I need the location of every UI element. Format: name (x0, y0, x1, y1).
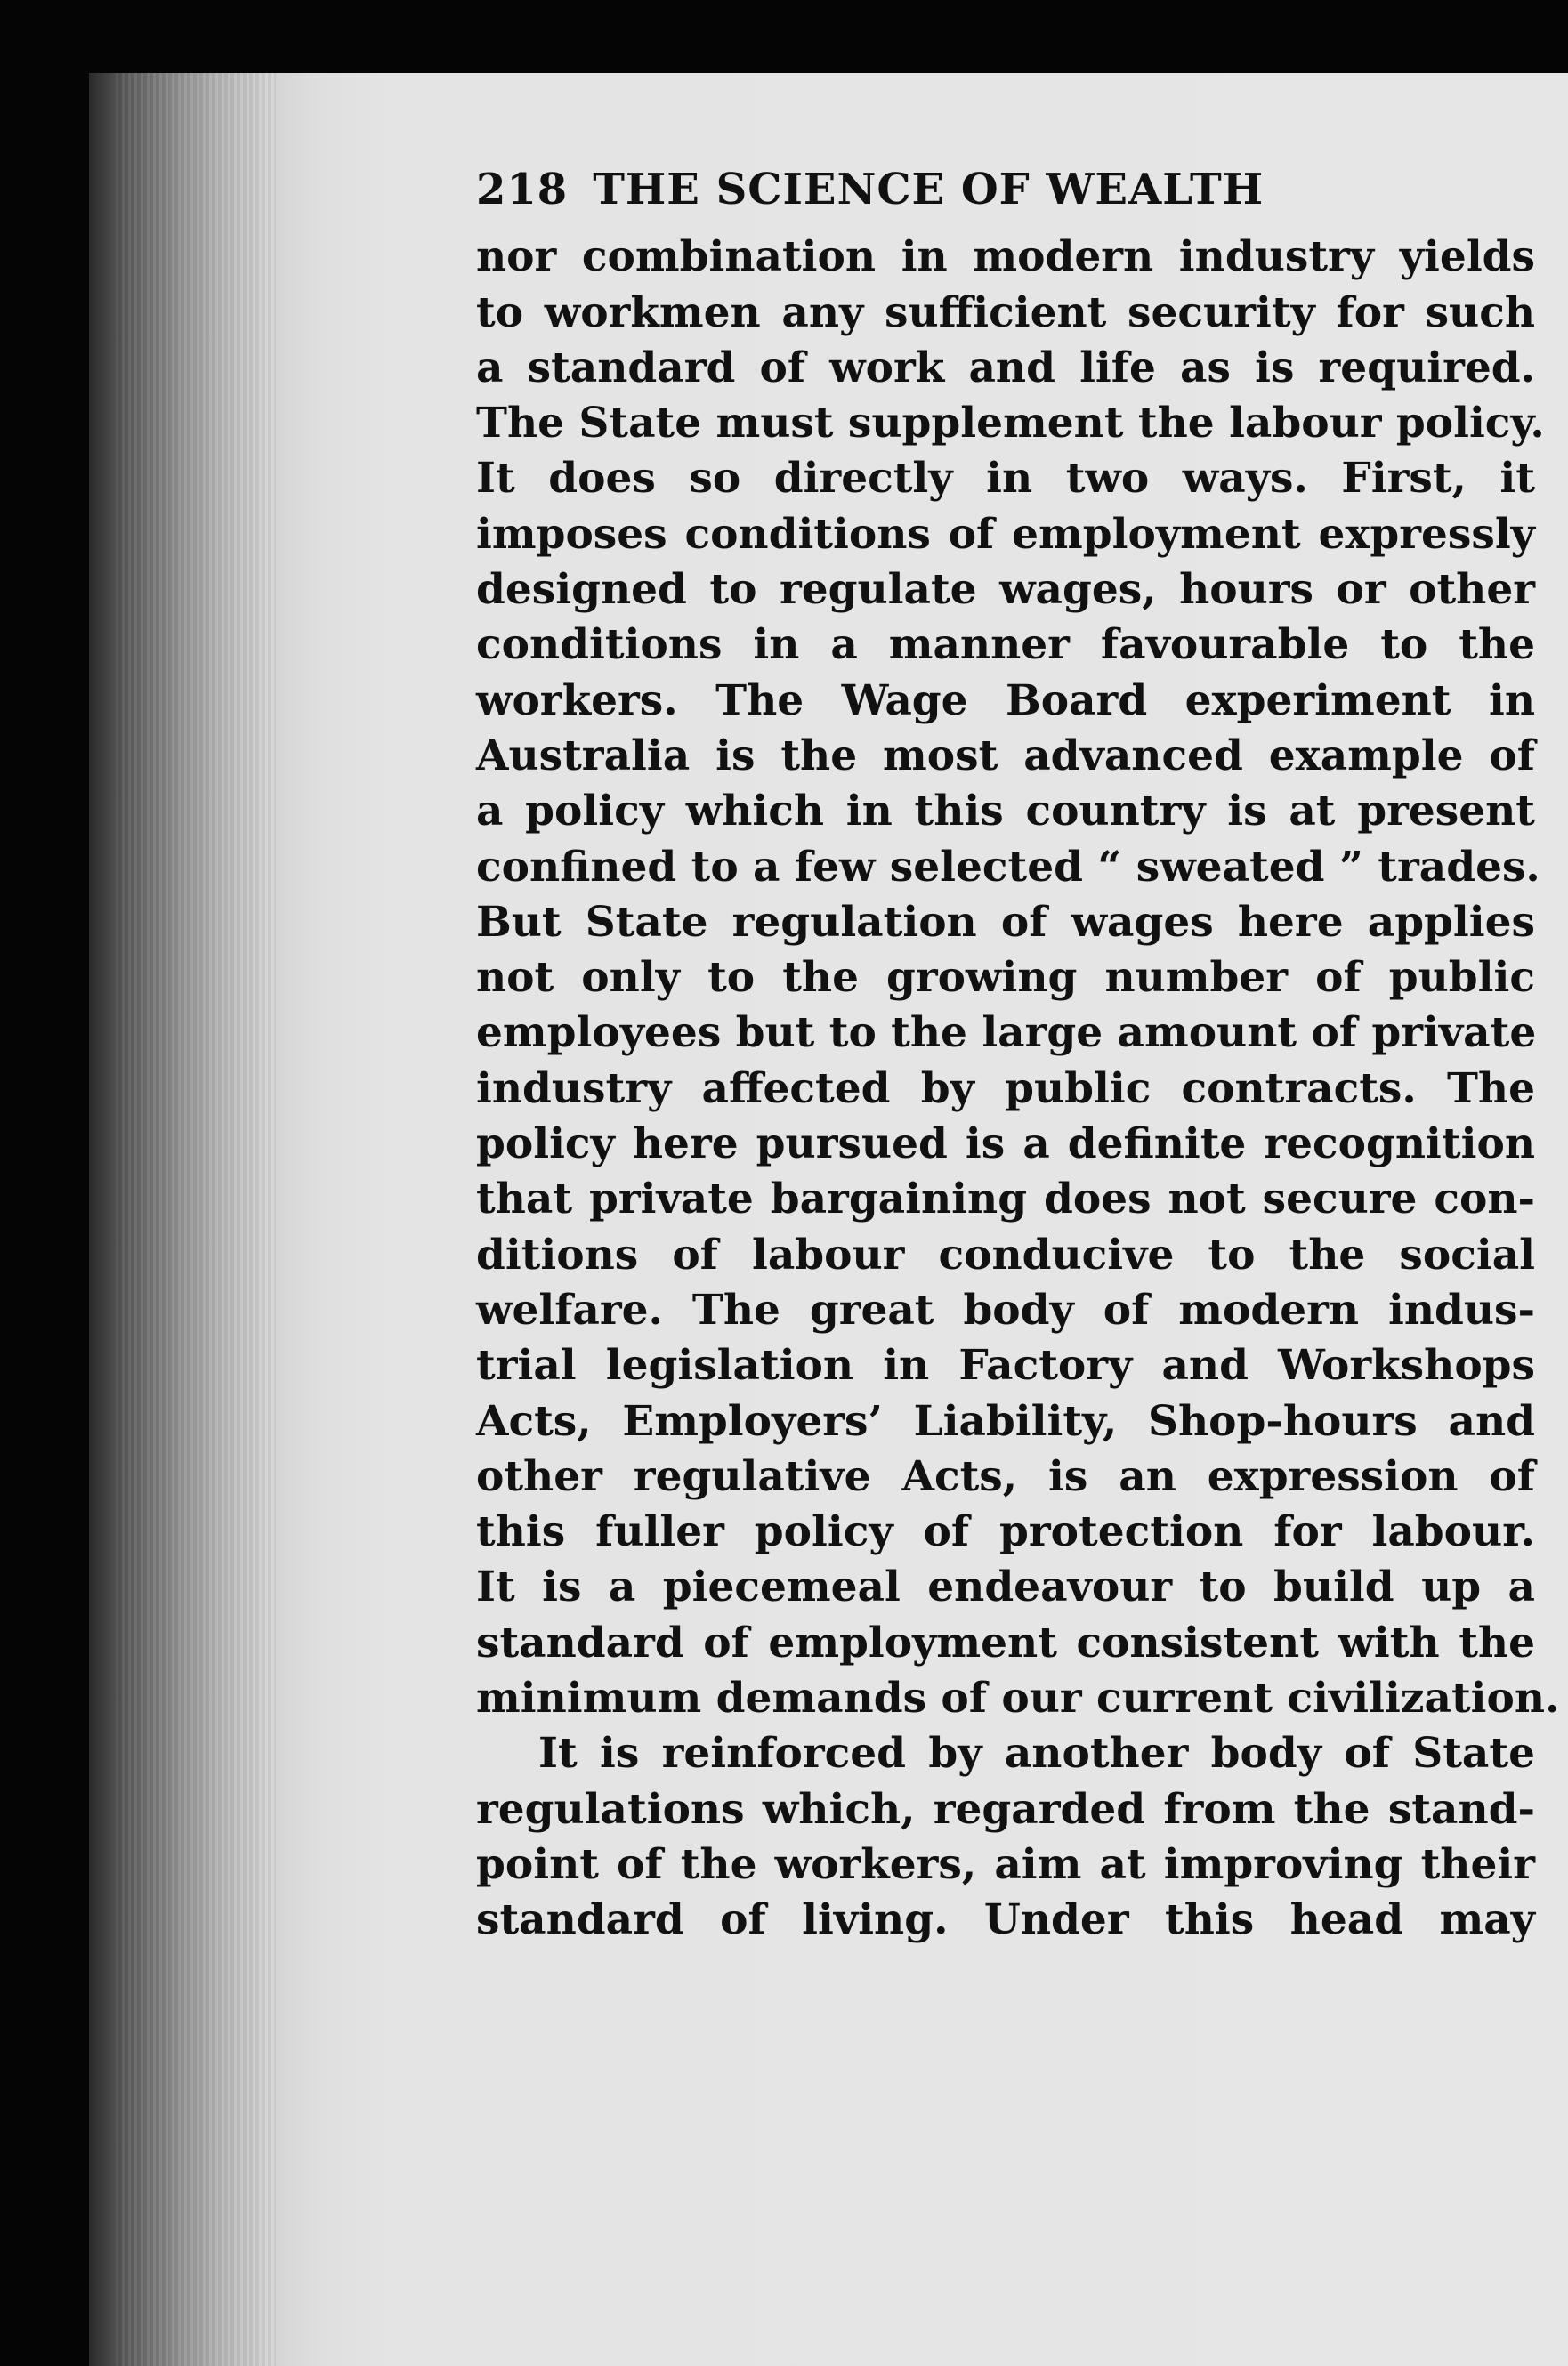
text-line: other regulative Acts, is an expression of (476, 1451, 1535, 1501)
text-line: workers. The Wage Board experiment in (476, 675, 1535, 725)
text-line: a standard of work and life as is required. (476, 343, 1535, 392)
text-line: It is reinforced by another body of State (538, 1729, 1535, 1779)
page-text (476, 162, 1560, 1949)
text-line: It is a piecemeal endeavour to build up a (476, 1563, 1535, 1612)
text-line: But State regulation of wages here applies (476, 897, 1535, 947)
text-line: minimum demands of our current civilization. (476, 1674, 1560, 1724)
text-line: to workmen any sufficient security for such (476, 287, 1535, 337)
text-line: designed to regulate wages, hours or other (476, 565, 1535, 615)
running-head-title: THE SCIENCE OF WEALTH (593, 165, 1265, 214)
text-line: nor combination in modern industry yields (476, 232, 1535, 282)
text-line: standard of living. Under this head may (476, 1895, 1535, 1945)
text-line: trial legislation in Factory and Workshops (476, 1341, 1535, 1391)
text-line: Australia is the most advanced example of (476, 731, 1535, 780)
text-line: industry affected by public contracts. The (476, 1063, 1535, 1113)
page-number: 218 (476, 165, 569, 214)
text-line: confined to a few selected “ sweated ” trades. (476, 842, 1540, 892)
text-line: point of the workers, aim at improving their (476, 1839, 1535, 1889)
text-line: not only to the growing number of public (476, 953, 1535, 1003)
text-line: conditions in a manner favourable to the (476, 620, 1535, 670)
text-line: imposes conditions of employment expressly (476, 509, 1535, 559)
text-line: Acts, Employers’ Liability, Shop-hours and (476, 1396, 1535, 1446)
text-line: ditions of labour conducive to the social (476, 1230, 1535, 1280)
text-line: policy here pursued is a definite recognition (476, 1119, 1535, 1169)
text-line: a policy which in this country is at present (476, 787, 1535, 836)
text-line: this fuller policy of protection for labour. (476, 1507, 1535, 1557)
text-line: that private bargaining does not secure con- (476, 1175, 1535, 1224)
text-line: It does so directly in two ways. First, it (476, 454, 1535, 504)
text-line: The State must supplement the labour policy. (476, 399, 1545, 448)
text-line: standard of employment consistent with the (476, 1618, 1535, 1668)
text-line: employees but to the large amount of private (476, 1008, 1537, 1058)
running-head (476, 162, 1535, 217)
text-line: welfare. The great body of modern indus- (476, 1285, 1535, 1335)
text-line: regulations which, regarded from the stand- (476, 1784, 1535, 1834)
body-text (476, 230, 1560, 1948)
